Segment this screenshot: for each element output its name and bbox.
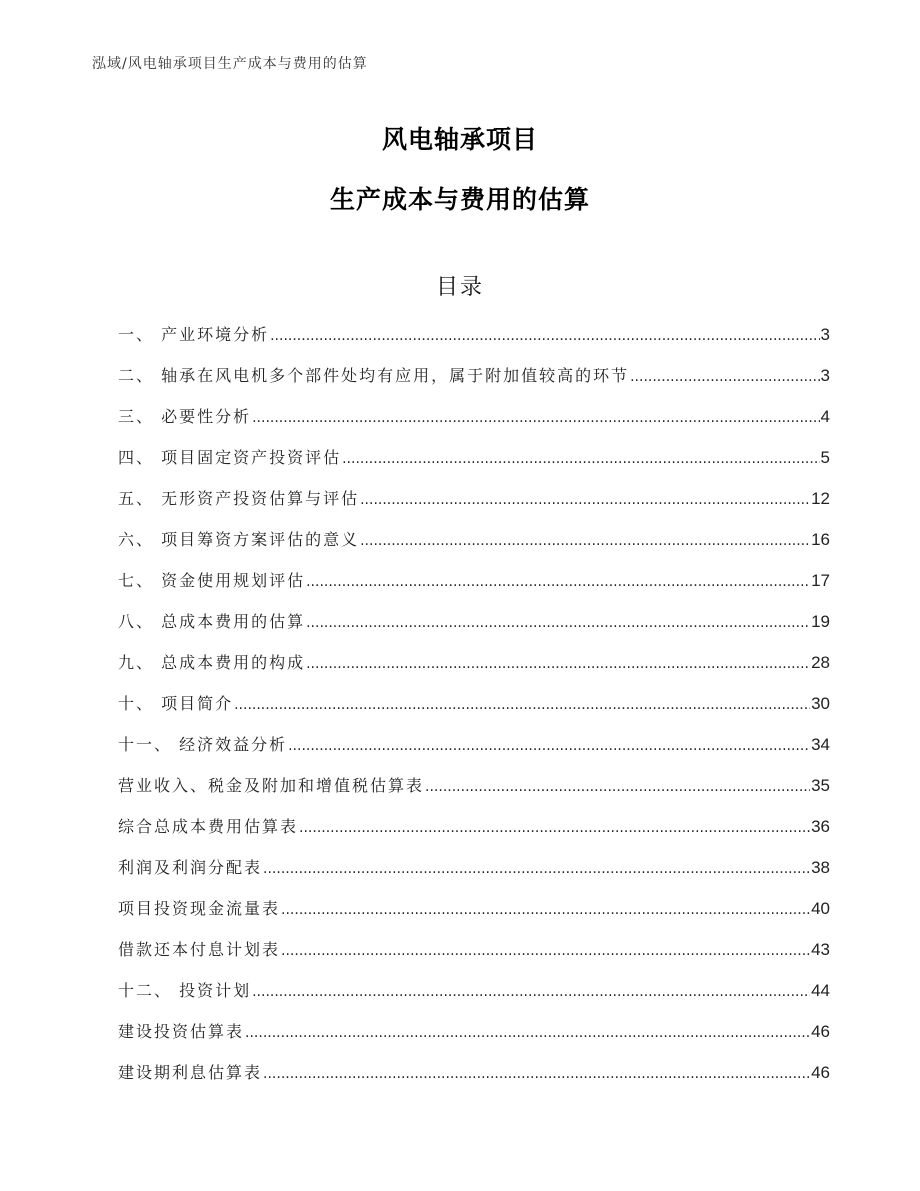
running-header: 泓域/风电轴承项目生产成本与费用的估算 bbox=[92, 56, 368, 72]
dot-leader bbox=[270, 328, 819, 344]
toc-entry-label: 九、 总成本费用的构成 bbox=[118, 653, 306, 672]
toc-entry-label: 一、 产业环境分析 bbox=[118, 325, 270, 344]
toc-entry-page: 4 bbox=[820, 407, 830, 426]
toc-entry-label: 建设期利息估算表 bbox=[118, 1063, 263, 1082]
toc-entry-page: 30 bbox=[811, 694, 830, 713]
dot-leader bbox=[281, 943, 810, 959]
toc-entry[interactable] bbox=[118, 568, 830, 609]
toc-entry-label: 四、 项目固定资产投资评估 bbox=[118, 448, 342, 467]
dot-leader bbox=[299, 820, 810, 836]
toc-entry-page: 5 bbox=[820, 448, 830, 467]
toc-entry[interactable] bbox=[118, 814, 830, 855]
toc-entry[interactable] bbox=[118, 527, 830, 568]
toc-entry[interactable] bbox=[118, 404, 830, 445]
dot-leader bbox=[306, 656, 810, 672]
dot-leader bbox=[342, 451, 819, 467]
toc-heading: 目录 bbox=[435, 275, 484, 300]
dot-leader bbox=[630, 369, 819, 385]
toc-entry[interactable] bbox=[118, 445, 830, 486]
toc-entry-page: 28 bbox=[811, 653, 830, 672]
toc-entry-page: 38 bbox=[811, 858, 830, 877]
dot-leader bbox=[425, 779, 810, 795]
toc-entry-page: 46 bbox=[811, 1022, 830, 1041]
toc-entry-page: 44 bbox=[811, 981, 830, 1000]
toc-entry[interactable] bbox=[118, 937, 830, 978]
dot-leader bbox=[360, 533, 810, 549]
dot-leader bbox=[252, 984, 810, 1000]
dot-leader bbox=[281, 902, 810, 918]
toc-entry[interactable] bbox=[118, 322, 830, 363]
dot-leader bbox=[263, 1066, 810, 1082]
table-of-contents bbox=[118, 322, 830, 1101]
dot-leader bbox=[252, 410, 819, 426]
toc-entry-page: 34 bbox=[811, 735, 830, 754]
toc-entry-page: 16 bbox=[811, 530, 830, 549]
toc-entry-page: 3 bbox=[820, 366, 830, 385]
document-title-line-2: 生产成本与费用的估算 bbox=[329, 185, 590, 214]
toc-entry-label: 借款还本付息计划表 bbox=[118, 940, 281, 959]
dot-leader bbox=[360, 492, 810, 508]
toc-entry-page: 12 bbox=[811, 489, 830, 508]
toc-entry-page: 46 bbox=[811, 1063, 830, 1082]
toc-entry[interactable] bbox=[118, 363, 830, 404]
toc-entry[interactable] bbox=[118, 486, 830, 527]
toc-entry-label: 十一、 经济效益分析 bbox=[118, 735, 288, 754]
toc-entry-label: 七、 资金使用规划评估 bbox=[118, 571, 306, 590]
toc-entry[interactable] bbox=[118, 650, 830, 691]
toc-entry[interactable] bbox=[118, 978, 830, 1019]
toc-entry[interactable] bbox=[118, 855, 830, 896]
toc-entry-label: 十、 项目简介 bbox=[118, 694, 234, 713]
toc-entry-label: 十二、 投资计划 bbox=[118, 981, 252, 1000]
dot-leader bbox=[306, 615, 810, 631]
toc-entry-label: 项目投资现金流量表 bbox=[118, 899, 281, 918]
toc-entry-page: 43 bbox=[811, 940, 830, 959]
toc-entry[interactable] bbox=[118, 691, 830, 732]
dot-leader bbox=[306, 574, 810, 590]
toc-entry-page: 17 bbox=[811, 571, 830, 590]
dot-leader bbox=[263, 861, 810, 877]
toc-entry-label: 利润及利润分配表 bbox=[118, 858, 263, 877]
dot-leader bbox=[234, 697, 810, 713]
toc-entry[interactable] bbox=[118, 1019, 830, 1060]
toc-entry-label: 六、 项目筹资方案评估的意义 bbox=[118, 530, 360, 549]
toc-entry[interactable] bbox=[118, 732, 830, 773]
toc-entry-page: 36 bbox=[811, 817, 830, 836]
toc-entry-label: 营业收入、税金及附加和增值税估算表 bbox=[118, 776, 425, 795]
toc-entry[interactable] bbox=[118, 1060, 830, 1101]
document-title-line-1: 风电轴承项目 bbox=[381, 125, 538, 154]
toc-entry[interactable] bbox=[118, 773, 830, 814]
toc-entry-page: 19 bbox=[811, 612, 830, 631]
toc-entry[interactable] bbox=[118, 609, 830, 650]
toc-entry-page: 3 bbox=[820, 325, 830, 344]
dot-leader bbox=[245, 1025, 810, 1041]
toc-entry-label: 三、 必要性分析 bbox=[118, 407, 252, 426]
toc-entry-page: 35 bbox=[811, 776, 830, 795]
toc-entry-label: 综合总成本费用估算表 bbox=[118, 817, 299, 836]
toc-entry-page: 40 bbox=[811, 899, 830, 918]
toc-entry-label: 五、 无形资产投资估算与评估 bbox=[118, 489, 360, 508]
toc-entry-label: 二、 轴承在风电机多个部件处均有应用，属于附加值较高的环节 bbox=[118, 366, 630, 385]
toc-entry[interactable] bbox=[118, 896, 830, 937]
dot-leader bbox=[288, 738, 810, 754]
toc-entry-label: 建设投资估算表 bbox=[118, 1022, 245, 1041]
toc-entry-label: 八、 总成本费用的估算 bbox=[118, 612, 306, 631]
